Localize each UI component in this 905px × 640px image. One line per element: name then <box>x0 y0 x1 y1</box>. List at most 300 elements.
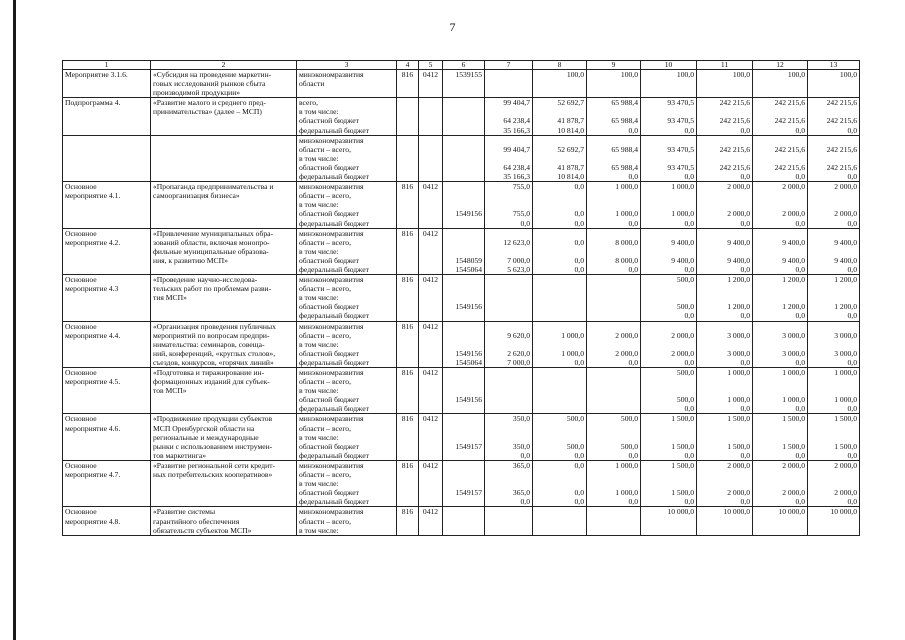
cell-line: Основное <box>65 414 97 424</box>
cell-line <box>755 526 805 535</box>
table-row <box>63 135 860 181</box>
cell-line <box>755 470 805 479</box>
cell-line <box>643 247 694 256</box>
cell-line: в том числе: <box>299 200 339 210</box>
cell-code <box>63 135 151 181</box>
cell-line: 1 200,0 <box>782 302 805 312</box>
cell-line: 2 000,0 <box>727 460 750 470</box>
cell-line: 1 000,0 <box>615 488 638 498</box>
cell-line: минэкономразвития <box>299 135 364 145</box>
cell-line: «Развитие системы <box>153 507 216 517</box>
cell-line: в том числе: <box>299 246 339 256</box>
cell-line: Мероприятие 3.1.6. <box>65 70 128 79</box>
cell-line: 1 200,0 <box>834 275 857 285</box>
cell-line: 0,0 <box>847 172 857 182</box>
cell-line: 755,0 <box>512 182 530 192</box>
cell-line <box>755 479 805 488</box>
cell-line <box>810 107 857 116</box>
cell-line: 0,0 <box>574 488 584 498</box>
cell-line <box>535 107 584 116</box>
cell-c13 <box>808 135 860 181</box>
cell-c11 <box>697 414 753 460</box>
cell-line <box>445 191 482 200</box>
cell-line <box>445 414 482 423</box>
cell-line: в том числе: <box>299 386 339 396</box>
cell-line <box>810 377 857 386</box>
cell-line <box>445 182 482 191</box>
cell-line <box>699 191 750 200</box>
cell-line <box>810 322 857 331</box>
cell-rz: 0412 <box>419 368 443 414</box>
cell-line: 10 000,0 <box>667 507 694 517</box>
cell-c8 <box>533 98 587 135</box>
cell-line: 1545064 <box>455 264 482 274</box>
cell-code <box>63 275 151 321</box>
cell-c7 <box>485 321 533 367</box>
cell-budget <box>297 460 397 506</box>
cell-line <box>65 136 148 145</box>
cell-line <box>445 479 482 488</box>
table-row <box>63 275 860 321</box>
cell-line: 1539155 <box>455 70 482 79</box>
cell-line <box>810 386 857 395</box>
cell-line <box>487 302 530 311</box>
cell-budget <box>297 228 397 274</box>
cell-line <box>755 377 805 386</box>
cell-line <box>810 424 857 433</box>
cell-line <box>810 247 857 256</box>
cell-csr <box>443 135 485 181</box>
cell-line: 65 988,4 <box>611 162 638 172</box>
cell-line <box>535 322 584 331</box>
cell-line <box>153 136 294 145</box>
cell-line: 1 200,0 <box>782 275 805 285</box>
cell-line <box>445 386 482 395</box>
cell-line: областной бюджет <box>299 255 359 265</box>
cell-line: 0,0 <box>574 460 584 470</box>
cell-line: 0,0 <box>795 125 805 135</box>
cell-line: 500,0 <box>676 368 694 377</box>
cell-line: 0,0 <box>795 218 805 228</box>
cell-line: 2 000,0 <box>782 488 805 498</box>
cell-line: 10 814,0 <box>557 172 584 182</box>
cell-line <box>699 107 750 116</box>
cell-line: федеральный бюджет <box>299 311 369 321</box>
cell-line <box>810 470 857 479</box>
cell-line: 1 000,0 <box>782 395 805 405</box>
cell-line: 1549156 <box>455 302 482 312</box>
cell-c9 <box>587 507 641 535</box>
cell-line: 242 215,6 <box>774 98 805 108</box>
cell-line <box>589 470 638 479</box>
column-number: 1 <box>63 61 151 70</box>
cell-line <box>589 200 638 209</box>
cell-line: федеральный бюджет <box>299 125 369 135</box>
cell-line <box>755 229 805 238</box>
cell-line: 1 000,0 <box>671 182 694 192</box>
cell-line: мероприятие 4.4. <box>65 330 121 340</box>
cell-line: 0,0 <box>740 450 750 460</box>
cell-line <box>487 377 530 386</box>
cell-rz <box>419 135 443 181</box>
cell-line: 1 000,0 <box>561 348 584 358</box>
cell-line: области – всего, <box>299 377 351 387</box>
cell-line: 93 470,5 <box>667 98 694 108</box>
cell-line <box>643 517 694 526</box>
cell-line: минэкономразвития <box>299 275 364 285</box>
cell-c12 <box>753 460 808 506</box>
cell-c7 <box>485 460 533 506</box>
cell-line <box>535 302 584 311</box>
cell-c12 <box>753 275 808 321</box>
cell-line <box>589 322 638 331</box>
cell-c10 <box>641 321 697 367</box>
cell-line: 242 215,6 <box>826 162 857 172</box>
cell-title <box>151 321 297 367</box>
cell-line: 3 000,0 <box>727 330 750 340</box>
cell-line <box>535 368 584 377</box>
cell-line: Подпрограмма 4. <box>65 98 121 108</box>
column-number: 4 <box>397 61 419 70</box>
cell-line <box>445 145 482 154</box>
cell-line <box>755 107 805 116</box>
cell-line: 0,0 <box>628 497 638 507</box>
cell-line <box>535 229 584 238</box>
cell-budget <box>297 507 397 535</box>
cell-line: мероприятий по вопросам предпри- <box>153 330 270 340</box>
cell-line: 0,0 <box>574 497 584 507</box>
cell-line <box>153 116 294 125</box>
cell-line: 52 692,7 <box>557 98 584 108</box>
cell-line: 242 215,6 <box>826 116 857 126</box>
cell-line: «Субсидия на проведение маркетин- <box>153 70 272 79</box>
cell-line: 1 500,0 <box>727 441 750 451</box>
cell-line <box>699 470 750 479</box>
cell-line <box>810 293 857 302</box>
cell-line: 0,0 <box>684 264 694 274</box>
cell-line: 0,0 <box>574 182 584 192</box>
cell-line <box>487 479 530 488</box>
cell-line <box>589 368 638 377</box>
cell-title <box>151 275 297 321</box>
cell-line: 1549156 <box>455 348 482 358</box>
cell-line: 1 000,0 <box>834 368 857 377</box>
cell-c7 <box>485 507 533 535</box>
cell-line: 500,0 <box>620 441 638 451</box>
cell-line <box>535 340 584 349</box>
cell-line <box>487 229 530 238</box>
cell-grbs: 816 <box>397 228 419 274</box>
cell-c11 <box>697 228 753 274</box>
cell-c8 <box>533 321 587 367</box>
cell-rz: 0412 <box>419 228 443 274</box>
cell-line: 12 623,0 <box>503 237 530 247</box>
cell-line: обязательств субъектов МСП» <box>153 525 252 535</box>
cell-line: 2 000,0 <box>782 460 805 470</box>
cell-line: ных потребительских кооперативов» <box>153 470 273 480</box>
cell-grbs: 816 <box>397 507 419 535</box>
cell-line: областной бюджет <box>299 441 359 451</box>
cell-line: «Пропаганда предпринимательства и <box>153 182 274 192</box>
cell-line <box>535 191 584 200</box>
cell-line: в том числе: <box>299 293 339 303</box>
cell-line: 35 166,3 <box>503 172 530 182</box>
cell-line <box>535 386 584 395</box>
cell-title <box>151 368 297 414</box>
cell-line: «Развитие малого и среднего пред- <box>153 98 266 108</box>
cell-line <box>589 107 638 116</box>
cell-line: 7 000,0 <box>507 255 530 265</box>
cell-line: 0,0 <box>740 497 750 507</box>
cell-line: области – всего, <box>299 144 351 154</box>
cell-line <box>589 507 638 516</box>
cell-line: 242 215,6 <box>774 116 805 126</box>
cell-line <box>755 340 805 349</box>
cell-line: Основное <box>65 507 97 517</box>
cell-line: Основное <box>65 275 97 285</box>
cell-line: 9 620,0 <box>507 330 530 340</box>
cell-line: 0,0 <box>574 209 584 219</box>
cell-line: федеральный бюджет <box>299 450 369 460</box>
page-number: 7 <box>449 20 456 34</box>
cell-line: гарантийного обеспечения <box>153 516 240 526</box>
cell-line: «Организация проведения публичных <box>153 321 276 331</box>
cell-line <box>699 386 750 395</box>
cell-c11 <box>697 98 753 135</box>
cell-line: 0,0 <box>684 125 694 135</box>
cell-line: 0,0 <box>574 357 584 367</box>
cell-line <box>810 229 857 238</box>
cell-line: 93 470,5 <box>667 144 694 154</box>
cell-grbs: 816 <box>397 70 419 98</box>
cell-line: 500,0 <box>620 414 638 424</box>
cell-line: 64 238,4 <box>503 116 530 126</box>
cell-line: 100,0 <box>676 70 694 79</box>
cell-line: 1 500,0 <box>671 441 694 451</box>
cell-line <box>487 311 530 320</box>
column-number: 10 <box>641 61 697 70</box>
cell-line: 3 000,0 <box>834 330 857 340</box>
cell-line: 2 620,0 <box>507 348 530 358</box>
cell-line: 3 000,0 <box>782 330 805 340</box>
cell-line <box>643 191 694 200</box>
cell-line: минэкономразвития <box>299 414 364 424</box>
cell-c7 <box>485 98 533 135</box>
cell-line: 500,0 <box>676 395 694 405</box>
cell-c7 <box>485 414 533 460</box>
cell-line <box>535 479 584 488</box>
cell-line: 2 000,0 <box>834 209 857 219</box>
cell-line: 93 470,5 <box>667 116 694 126</box>
cell-line <box>589 340 638 349</box>
cell-c9 <box>587 70 641 98</box>
cell-line <box>699 200 750 209</box>
cell-line <box>699 247 750 256</box>
cell-c13 <box>808 321 860 367</box>
cell-line <box>445 200 482 209</box>
cell-c10 <box>641 70 697 98</box>
cell-line: 0,0 <box>520 450 530 460</box>
cell-c12 <box>753 98 808 135</box>
cell-line: областной бюджет <box>299 116 359 126</box>
cell-line: МСП Оренбургской области на <box>153 423 255 433</box>
cell-line <box>643 479 694 488</box>
cell-c7 <box>485 182 533 228</box>
cell-line: Основное <box>65 182 97 192</box>
cell-csr <box>443 414 485 460</box>
cell-line: 2 000,0 <box>834 488 857 498</box>
cell-c12 <box>753 135 808 181</box>
cell-line <box>589 275 638 284</box>
cell-line: 1 200,0 <box>727 302 750 312</box>
cell-line <box>643 200 694 209</box>
cell-line: 0,0 <box>684 450 694 460</box>
cell-line: областной бюджет <box>299 395 359 405</box>
cell-line <box>445 340 482 349</box>
cell-line <box>643 526 694 535</box>
cell-line <box>535 404 584 413</box>
cell-line <box>445 116 482 125</box>
cell-line <box>445 163 482 172</box>
cell-line <box>810 284 857 293</box>
cell-line: федеральный бюджет <box>299 264 369 274</box>
cell-line: 1549156 <box>455 395 482 405</box>
cell-line: 7 000,0 <box>507 357 530 367</box>
cell-line: 500,0 <box>676 302 694 312</box>
cell-line: 100,0 <box>839 70 857 79</box>
cell-line <box>445 526 482 535</box>
cell-line: 350,0 <box>512 441 530 451</box>
cell-line <box>487 395 530 404</box>
cell-title <box>151 414 297 460</box>
cell-line: тов маркетинга» <box>153 450 207 460</box>
cell-c7 <box>485 70 533 98</box>
cell-line: 1545064 <box>455 357 482 367</box>
cell-code <box>63 414 151 460</box>
cell-line <box>487 340 530 349</box>
cell-c8 <box>533 135 587 181</box>
table-row <box>63 182 860 228</box>
cell-line: 2 000,0 <box>727 182 750 192</box>
cell-title <box>151 507 297 535</box>
cell-line: 52 692,7 <box>557 144 584 154</box>
cell-line <box>699 433 750 442</box>
cell-line: региональные и международные <box>153 432 259 442</box>
cell-line <box>445 219 482 228</box>
cell-title <box>151 460 297 506</box>
cell-line: 9 400,0 <box>671 237 694 247</box>
cell-line: 242 215,6 <box>719 162 750 172</box>
cell-line: 1 200,0 <box>727 275 750 285</box>
cell-line: 2 000,0 <box>671 348 694 358</box>
cell-line <box>810 526 857 535</box>
table-row <box>63 507 860 535</box>
cell-line: 41 878,7 <box>557 162 584 172</box>
cell-line <box>487 191 530 200</box>
cell-line: «Продвижение продукции субъектов <box>153 414 273 424</box>
cell-grbs: 816 <box>397 460 419 506</box>
cell-line <box>445 322 482 331</box>
cell-c11 <box>697 182 753 228</box>
cell-csr <box>443 460 485 506</box>
cell-line: 242 215,6 <box>826 98 857 108</box>
cell-c7 <box>485 275 533 321</box>
cell-line <box>487 200 530 209</box>
cell-line <box>445 154 482 163</box>
column-number: 9 <box>587 61 641 70</box>
cell-line <box>487 70 530 79</box>
cell-c12 <box>753 368 808 414</box>
cell-line <box>755 191 805 200</box>
cell-line: 365,0 <box>512 488 530 498</box>
cell-c9 <box>587 275 641 321</box>
cell-line <box>643 470 694 479</box>
cell-line: 0,0 <box>847 450 857 460</box>
cell-line: 500,0 <box>676 275 694 285</box>
cell-c12 <box>753 182 808 228</box>
cell-line: 1 500,0 <box>782 441 805 451</box>
cell-line <box>445 247 482 256</box>
cell-line: 2 000,0 <box>834 460 857 470</box>
cell-line: 0,0 <box>684 172 694 182</box>
cell-c10 <box>641 98 697 135</box>
cell-code <box>63 70 151 98</box>
cell-line: федеральный бюджет <box>299 357 369 367</box>
cell-line: 0,0 <box>795 357 805 367</box>
cell-line: тов МСП» <box>153 386 187 396</box>
cell-rz: 0412 <box>419 182 443 228</box>
cell-csr <box>443 321 485 367</box>
cell-line: 10 000,0 <box>778 507 805 517</box>
cell-line <box>445 470 482 479</box>
cell-line: 0,0 <box>740 264 750 274</box>
cell-csr <box>443 182 485 228</box>
cell-line <box>445 311 482 320</box>
cell-line: мероприятие 4.7. <box>65 470 121 480</box>
cell-line <box>487 284 530 293</box>
cell-line <box>445 433 482 442</box>
cell-line <box>487 275 530 284</box>
cell-line <box>487 293 530 302</box>
cell-line <box>755 293 805 302</box>
cell-line: 9 400,0 <box>782 255 805 265</box>
cell-line <box>699 479 750 488</box>
cell-line: принимательства» (далее – МСП) <box>153 107 262 117</box>
cell-line <box>153 126 294 135</box>
cell-line: минэкономразвития <box>299 228 364 238</box>
cell-c12 <box>753 228 808 274</box>
cell-line: области – всего, <box>299 191 351 201</box>
cell-rz: 0412 <box>419 507 443 535</box>
cell-line: 8 000,0 <box>615 237 638 247</box>
column-number: 12 <box>753 61 808 70</box>
cell-line: областной бюджет <box>299 162 359 172</box>
cell-line: 9 400,0 <box>782 237 805 247</box>
cell-line: 242 215,6 <box>774 162 805 172</box>
cell-line <box>589 229 638 238</box>
cell-line <box>445 229 482 238</box>
cell-line: 0,0 <box>520 218 530 228</box>
cell-c13 <box>808 275 860 321</box>
cell-line <box>445 172 482 181</box>
cell-c7 <box>485 135 533 181</box>
cell-line: 93 470,5 <box>667 162 694 172</box>
cell-line: 0,0 <box>795 450 805 460</box>
cell-line: «Подготовка и тиражирование ин- <box>153 368 265 377</box>
cell-line: 1 000,0 <box>671 209 694 219</box>
cell-line: 242 215,6 <box>719 144 750 154</box>
cell-line: 1 500,0 <box>834 414 857 424</box>
